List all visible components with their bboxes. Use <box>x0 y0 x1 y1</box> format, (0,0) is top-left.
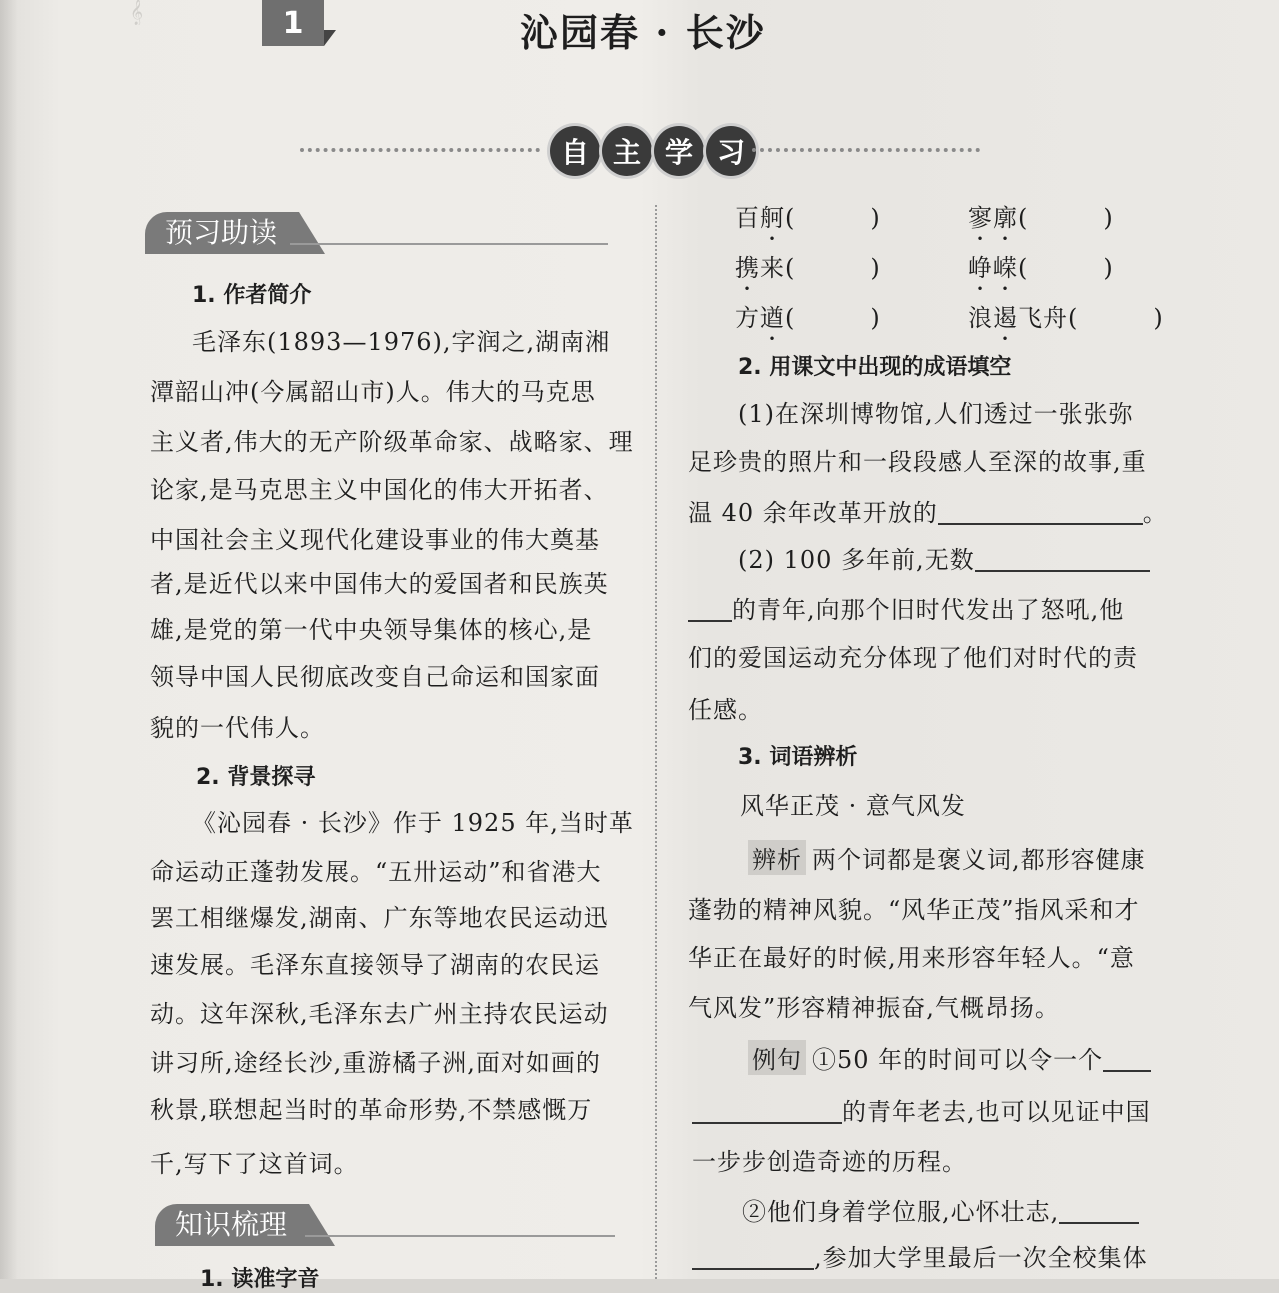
answer-blank[interactable] <box>975 546 1150 572</box>
answer-blank[interactable] <box>692 1098 842 1124</box>
author-line: 论家,是马克思主义中国化的伟大开拓者、 <box>150 476 609 504</box>
section-rule <box>290 243 608 245</box>
analysis-line: 蓬勃的精神风貌。“风华正茂”指风采和才 <box>688 896 1140 924</box>
question-line: 的青年,向那个旧时代发出了怒吼,他 <box>688 590 1124 625</box>
background-line: 《沁园春 · 长沙》作于 1925 年,当时革 <box>192 809 634 837</box>
heading-word-analysis: 3. 词语辨析 <box>738 745 858 770</box>
column-divider <box>655 205 657 1279</box>
banner-dotted-line-left <box>300 148 540 152</box>
answer-blank[interactable] <box>1103 1046 1151 1072</box>
author-line: 主义者,伟大的无产阶级革命家、战略家、理 <box>150 428 634 456</box>
example-line: 例句 ①50 年的时间可以令一个 <box>748 1040 1151 1075</box>
word-item: 方遒( ) <box>735 304 881 332</box>
answer-blank[interactable] <box>688 596 732 622</box>
answer-blank[interactable] <box>938 499 1143 525</box>
author-line: 雄,是党的第一代中央领导集体的核心,是 <box>150 616 593 644</box>
question-line: 温 40 余年改革开放的 。 <box>688 499 1168 527</box>
analysis-line: 气风发”形容精神振奋,气概昂扬。 <box>688 994 1060 1022</box>
author-line: 中国社会主义现代化建设事业的伟大奠基 <box>150 526 600 554</box>
banner-char: 自 <box>550 126 600 176</box>
question-line: (2) 100 多年前,无数 <box>738 540 1150 575</box>
example-line: 一步步创造奇迹的历程。 <box>692 1148 967 1176</box>
bleed-through-text: 𝄞 <box>130 0 144 25</box>
banner-char: 习 <box>706 126 756 176</box>
section-tag-knowledge: 知识梳理 <box>155 1204 309 1246</box>
example-line: ②他们身着学位服,心怀壮志, <box>742 1192 1139 1227</box>
word-item: 携来( ) <box>735 254 881 282</box>
example-line: ,参加大学里最后一次全校集体 <box>692 1238 1148 1273</box>
answer-blank[interactable] <box>1059 1198 1139 1224</box>
banner-char: 主 <box>602 126 652 176</box>
heading-idiom-fill: 2. 用课文中出现的成语填空 <box>738 355 1012 380</box>
section-rule <box>305 1235 615 1237</box>
background-line: 讲习所,途经长沙,重游橘子洲,面对如画的 <box>150 1049 601 1077</box>
background-line: 秋景,联想起当时的革命形势,不禁感慨万 <box>150 1096 593 1124</box>
question-line: (1)在深圳博物馆,人们透过一张张弥 <box>738 400 1134 428</box>
word-item: 浪遏飞舟( ) <box>968 304 1164 332</box>
answer-blank[interactable] <box>692 1244 814 1270</box>
banner-dotted-line-right <box>752 148 980 152</box>
lesson-number-badge: 1 <box>262 0 324 46</box>
analysis-label: 辨析 <box>748 840 806 875</box>
author-line: 毛泽东(1893—1976),字润之,湖南湘 <box>192 328 611 356</box>
author-line: 潭韶山冲(今属韶山市)人。伟大的马克思 <box>150 378 596 406</box>
question-line: 们的爱国运动充分体现了他们对时代的责 <box>688 644 1138 672</box>
analysis-line: 华正在最好的时候,用来形容年轻人。“意 <box>688 944 1135 972</box>
word-pair: 风华正茂 · 意气风发 <box>740 792 966 820</box>
background-line: 命运动正蓬勃发展。“五卅运动”和省港大 <box>150 858 602 886</box>
analysis-line: 辨析 两个词都是褒义词,都形容健康 <box>748 840 1146 875</box>
background-line: 动。这年深秋,毛泽东去广州主持农民运动 <box>150 1000 609 1028</box>
author-line: 者,是近代以来中国伟大的爱国者和民族英 <box>150 570 609 598</box>
section-tag-preview: 预习助读 <box>145 212 299 254</box>
banner-char: 学 <box>654 126 704 176</box>
word-item: 寥廓( ) <box>968 204 1114 232</box>
lesson-title: 沁园春 · 长沙 <box>520 10 766 55</box>
heading-pronunciation: 1. 读准字音 <box>200 1267 320 1292</box>
background-line: 千,写下了这首词。 <box>150 1150 359 1178</box>
question-line: 任感。 <box>688 696 763 724</box>
heading-author: 1. 作者简介 <box>192 283 312 308</box>
example-label: 例句 <box>748 1040 806 1075</box>
background-line: 罢工相继爆发,湖南、广东等地农民运动迅 <box>150 904 609 932</box>
example-line: 的青年老去,也可以见证中国 <box>692 1092 1151 1127</box>
word-item: 百舸( ) <box>735 204 881 232</box>
author-line: 貌的一代伟人。 <box>150 714 325 742</box>
self-study-banner <box>300 126 980 176</box>
word-item: 峥嵘( ) <box>968 254 1114 282</box>
background-line: 速发展。毛泽东直接领导了湖南的农民运 <box>150 951 600 979</box>
author-line: 领导中国人民彻底改变自己命运和国家面 <box>150 663 600 691</box>
heading-background: 2. 背景探寻 <box>196 765 316 790</box>
question-line: 足珍贵的照片和一段段感人至深的故事,重 <box>688 448 1147 476</box>
